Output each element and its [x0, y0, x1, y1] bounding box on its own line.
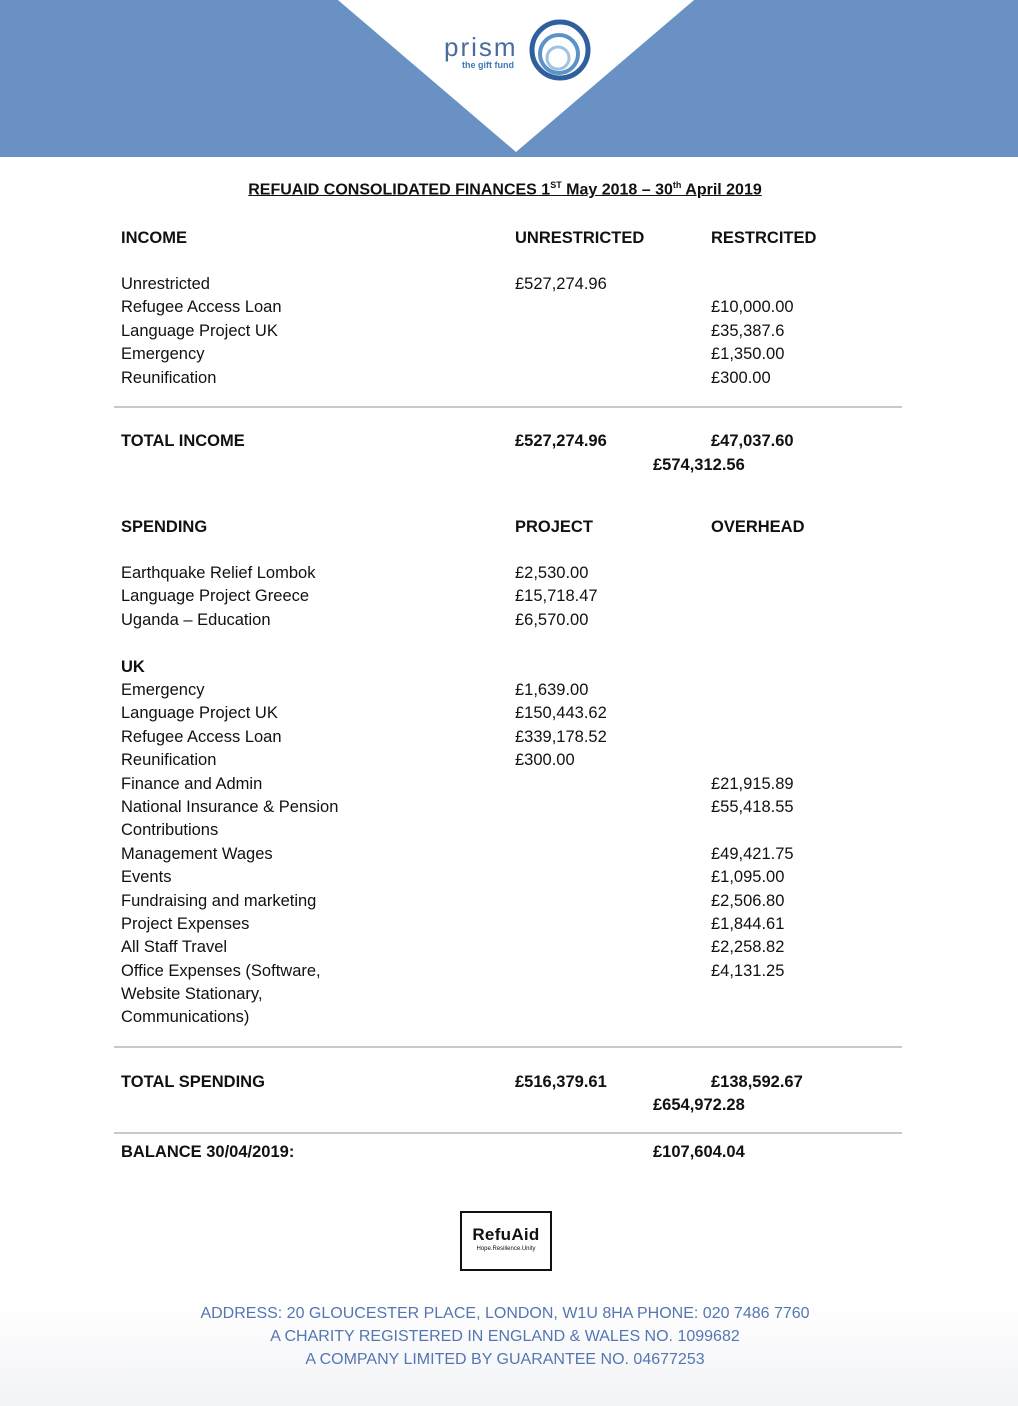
- project-value: £15,718.47: [515, 587, 598, 606]
- income-heading: INCOME: [121, 229, 187, 247]
- uk-overhead-value: £1,844.61: [711, 914, 785, 933]
- uk-project-value: £150,443.62: [515, 704, 607, 723]
- uk-label: Fundraising and marketing: [121, 891, 317, 910]
- income-value: [515, 296, 607, 319]
- uk-overhead-value: £21,915.89: [711, 774, 794, 793]
- uk-label: Finance and Admin: [121, 774, 263, 793]
- refuaid-logo: [460, 1211, 552, 1271]
- uk-label: Language Project UK: [121, 704, 278, 723]
- income-restricted-values: [711, 273, 794, 390]
- divider: [114, 1046, 902, 1048]
- uk-label: Contributions: [121, 821, 219, 840]
- spending-heading: SPENDING: [121, 518, 208, 536]
- income-label: Refugee Access Loan: [121, 298, 282, 317]
- total-spending-overhead: £138,592.67: [711, 1073, 803, 1091]
- uk-overhead-value: £55,418.55: [711, 797, 794, 816]
- project-value: £2,530.00: [515, 564, 589, 582]
- spending-col-overhead: OVERHEAD: [711, 518, 805, 536]
- uk-label: Website Stationary,: [121, 985, 263, 1004]
- footer-company: A COMPANY LIMITED BY GUARANTEE NO. 04677253: [305, 1351, 705, 1368]
- uk-label: Refugee Access Loan: [121, 727, 282, 746]
- project-label: Language Project Greece: [121, 587, 310, 606]
- income-value: [711, 273, 794, 296]
- balance-label: BALANCE 30/04/2019:: [121, 1143, 295, 1161]
- uk-overhead-value: £2,506.80: [711, 891, 785, 910]
- uk-label: Emergency: [121, 681, 205, 699]
- divider: [114, 406, 902, 408]
- uk-labels: [121, 679, 338, 1030]
- footer-address: ADDRESS: 20 GLOUCESTER PLACE, LONDON, W1U 8HA PHONE: 020 7486 7760: [200, 1305, 810, 1322]
- income-labels: [121, 273, 282, 390]
- income-value: £35,387.6: [711, 321, 785, 340]
- footer-charity: A CHARITY REGISTERED IN ENGLAND & WALES NO. 1099682: [270, 1328, 740, 1345]
- uk-overhead-value: £4,131.25: [711, 961, 785, 980]
- uk-project-value: £339,178.52: [515, 727, 607, 746]
- total-spending-grand: £654,972.28: [653, 1096, 745, 1114]
- income-label: Language Project UK: [121, 321, 278, 340]
- total-income-restricted: £47,037.60: [711, 432, 794, 450]
- prism-rings-icon: [526, 12, 592, 84]
- balance-value: £107,604.04: [653, 1143, 745, 1161]
- income-value: [515, 367, 607, 390]
- total-income-unrestricted: £527,274.96: [515, 432, 607, 450]
- uk-label: All Staff Travel: [121, 938, 228, 957]
- total-income-label: TOTAL INCOME: [121, 432, 245, 450]
- income-value: £10,000.00: [711, 298, 794, 317]
- uk-label: Reunification: [121, 751, 217, 770]
- project-label: Earthquake Relief Lombok: [121, 564, 316, 582]
- prism-logo: [440, 10, 600, 90]
- uk-label: National Insurance & Pension: [121, 797, 339, 816]
- divider: [114, 1132, 902, 1134]
- income-label: Reunification: [121, 368, 217, 387]
- project-value: £6,570.00: [515, 610, 589, 629]
- project-labels: [121, 562, 315, 632]
- uk-subheading: UK: [121, 658, 145, 676]
- total-income-grand: £574,312.56: [653, 456, 745, 474]
- refuaid-name: RefuAid: [472, 1225, 540, 1244]
- total-spending-label: TOTAL SPENDING: [121, 1073, 265, 1091]
- uk-label: Project Expenses: [121, 914, 250, 933]
- income-label: Emergency: [121, 345, 205, 364]
- refuaid-tagline: Hope.Resilience.Unity: [476, 1246, 536, 1252]
- document-title: REFUAID CONSOLIDATED FINANCES 1ST May 2018 – 30th April 2019: [248, 180, 762, 199]
- income-value: £300.00: [711, 368, 771, 387]
- project-values: [515, 562, 598, 632]
- uk-label: Events: [121, 868, 172, 887]
- income-value: £527,274.96: [515, 275, 607, 293]
- income-unrestricted-values: [515, 273, 607, 390]
- uk-project-values: [515, 679, 607, 773]
- project-label: Uganda – Education: [121, 610, 271, 629]
- income-value: [515, 343, 607, 366]
- uk-project-value: £1,639.00: [515, 681, 589, 699]
- income-label: Unrestricted: [121, 275, 210, 293]
- income-value: £1,350.00: [711, 345, 785, 364]
- uk-overhead-value: £1,095.00: [711, 868, 785, 887]
- income-value: [515, 320, 607, 343]
- income-col-unrestricted: UNRESTRICTED: [515, 229, 645, 247]
- uk-label: Office Expenses (Software,: [121, 961, 321, 980]
- total-spending-project: £516,379.61: [515, 1073, 607, 1091]
- logo-word: prism: [444, 32, 518, 62]
- uk-project-value: £300.00: [515, 751, 575, 770]
- uk-overhead-value: £49,421.75: [711, 844, 794, 863]
- income-col-restricted: RESTRCITED: [711, 229, 817, 247]
- uk-overhead-values: [711, 679, 794, 983]
- uk-label: Management Wages: [121, 844, 273, 863]
- logo-tagline: the gift fund: [462, 60, 514, 70]
- spending-col-project: PROJECT: [515, 518, 593, 536]
- uk-label: Communications): [121, 1008, 250, 1027]
- uk-overhead-value: £2,258.82: [711, 938, 785, 957]
